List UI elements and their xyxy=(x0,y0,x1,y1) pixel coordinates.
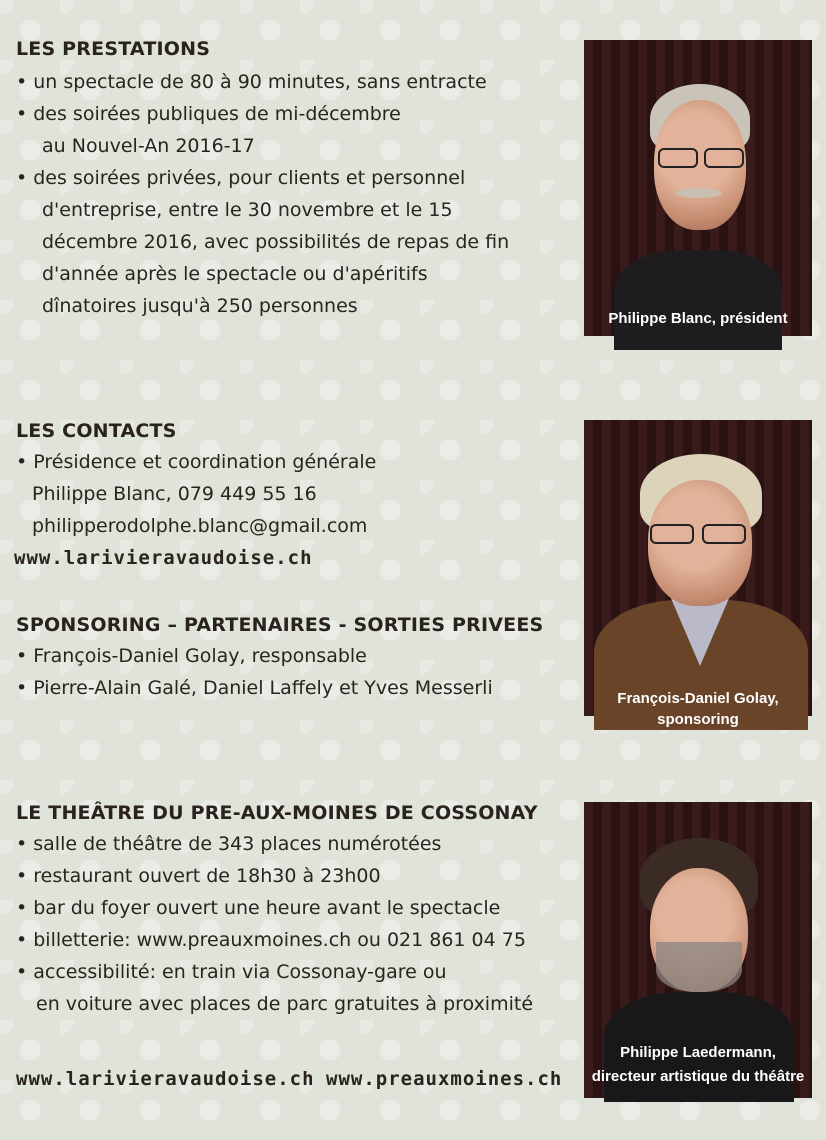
theatre-section xyxy=(16,802,576,1020)
contacts-website-link[interactable]: www.larivieravaudoise.ch xyxy=(14,547,313,569)
contacts-item: • Présidence et coordination générale xyxy=(16,451,377,473)
theatre-item: • bar du foyer ouvert une heure avant le spectacle xyxy=(16,897,501,919)
portrait-image xyxy=(584,40,812,336)
prestations-item: décembre 2016, avec possibilités de repas de fin xyxy=(42,231,510,253)
theatre-item: • salle de théâtre de 343 places numérotées xyxy=(16,833,442,855)
prestations-item: dînatoires jusqu'à 250 personnes xyxy=(42,295,358,317)
sponsoring-heading: SPONSORING – PARTENAIRES - SORTIES PRIVEES xyxy=(16,614,544,636)
prestations-item: • un spectacle de 80 à 90 minutes, sans entracte xyxy=(16,71,487,93)
prestations-heading: LES PRESTATIONS xyxy=(16,38,211,60)
prestations-item: • des soirées publiques de mi-décembre xyxy=(16,103,401,125)
contacts-section xyxy=(16,420,576,574)
theatre-item: • restaurant ouvert de 18h30 à 23h00 xyxy=(16,865,381,887)
theatre-item: • accessibilité: en train via Cossonay-gare ou xyxy=(16,961,447,983)
photo-francois-daniel-golay xyxy=(584,420,812,728)
prestations-item: d'année après le spectacle ou d'apéritifs xyxy=(42,263,428,285)
contact-email-link[interactable]: philipperodolphe.blanc@gmail.com xyxy=(32,515,368,537)
contacts-item: Philippe Blanc, 079 449 55 16 xyxy=(32,483,317,505)
contacts-heading: LES CONTACTS xyxy=(16,420,177,442)
theatre-item: en voiture avec places de parc gratuites à proximité xyxy=(36,993,534,1015)
prestations-section xyxy=(16,38,576,322)
footer-website-link-1[interactable]: www.larivieravaudoise.ch xyxy=(16,1068,315,1090)
photo-philippe-laedermann xyxy=(584,802,812,1098)
sponsoring-section xyxy=(16,614,576,704)
photo-caption-line-2: directeur artistique du théâtre xyxy=(591,1068,805,1085)
footer-website-link-2[interactable]: www.preauxmoines.ch xyxy=(326,1068,563,1090)
prestations-item: d'entreprise, entre le 30 novembre et le 15 xyxy=(42,199,453,221)
photo-caption: François-Daniel Golay, sponsoring xyxy=(617,690,779,728)
prestations-item: au Nouvel-An 2016-17 xyxy=(42,135,255,157)
theatre-item: • billetterie: www.preauxmoines.ch ou 021 861 04 75 xyxy=(16,929,526,951)
photo-philippe-blanc xyxy=(584,40,812,336)
photo-caption-line-1: Philippe Laedermann, xyxy=(620,1044,776,1061)
prestations-item: • des soirées privées, pour clients et personnel xyxy=(16,167,466,189)
theatre-heading: LE THEÂTRE DU PRE-AUX-MOINES DE COSSONAY xyxy=(16,802,538,824)
sponsoring-item: • François-Daniel Golay, responsable xyxy=(16,645,367,667)
sponsoring-item: • Pierre-Alain Galé, Daniel Laffely et Yves Messerli xyxy=(16,677,493,699)
photo-caption: Philippe Blanc, président xyxy=(608,310,788,327)
portrait-image xyxy=(584,420,812,716)
